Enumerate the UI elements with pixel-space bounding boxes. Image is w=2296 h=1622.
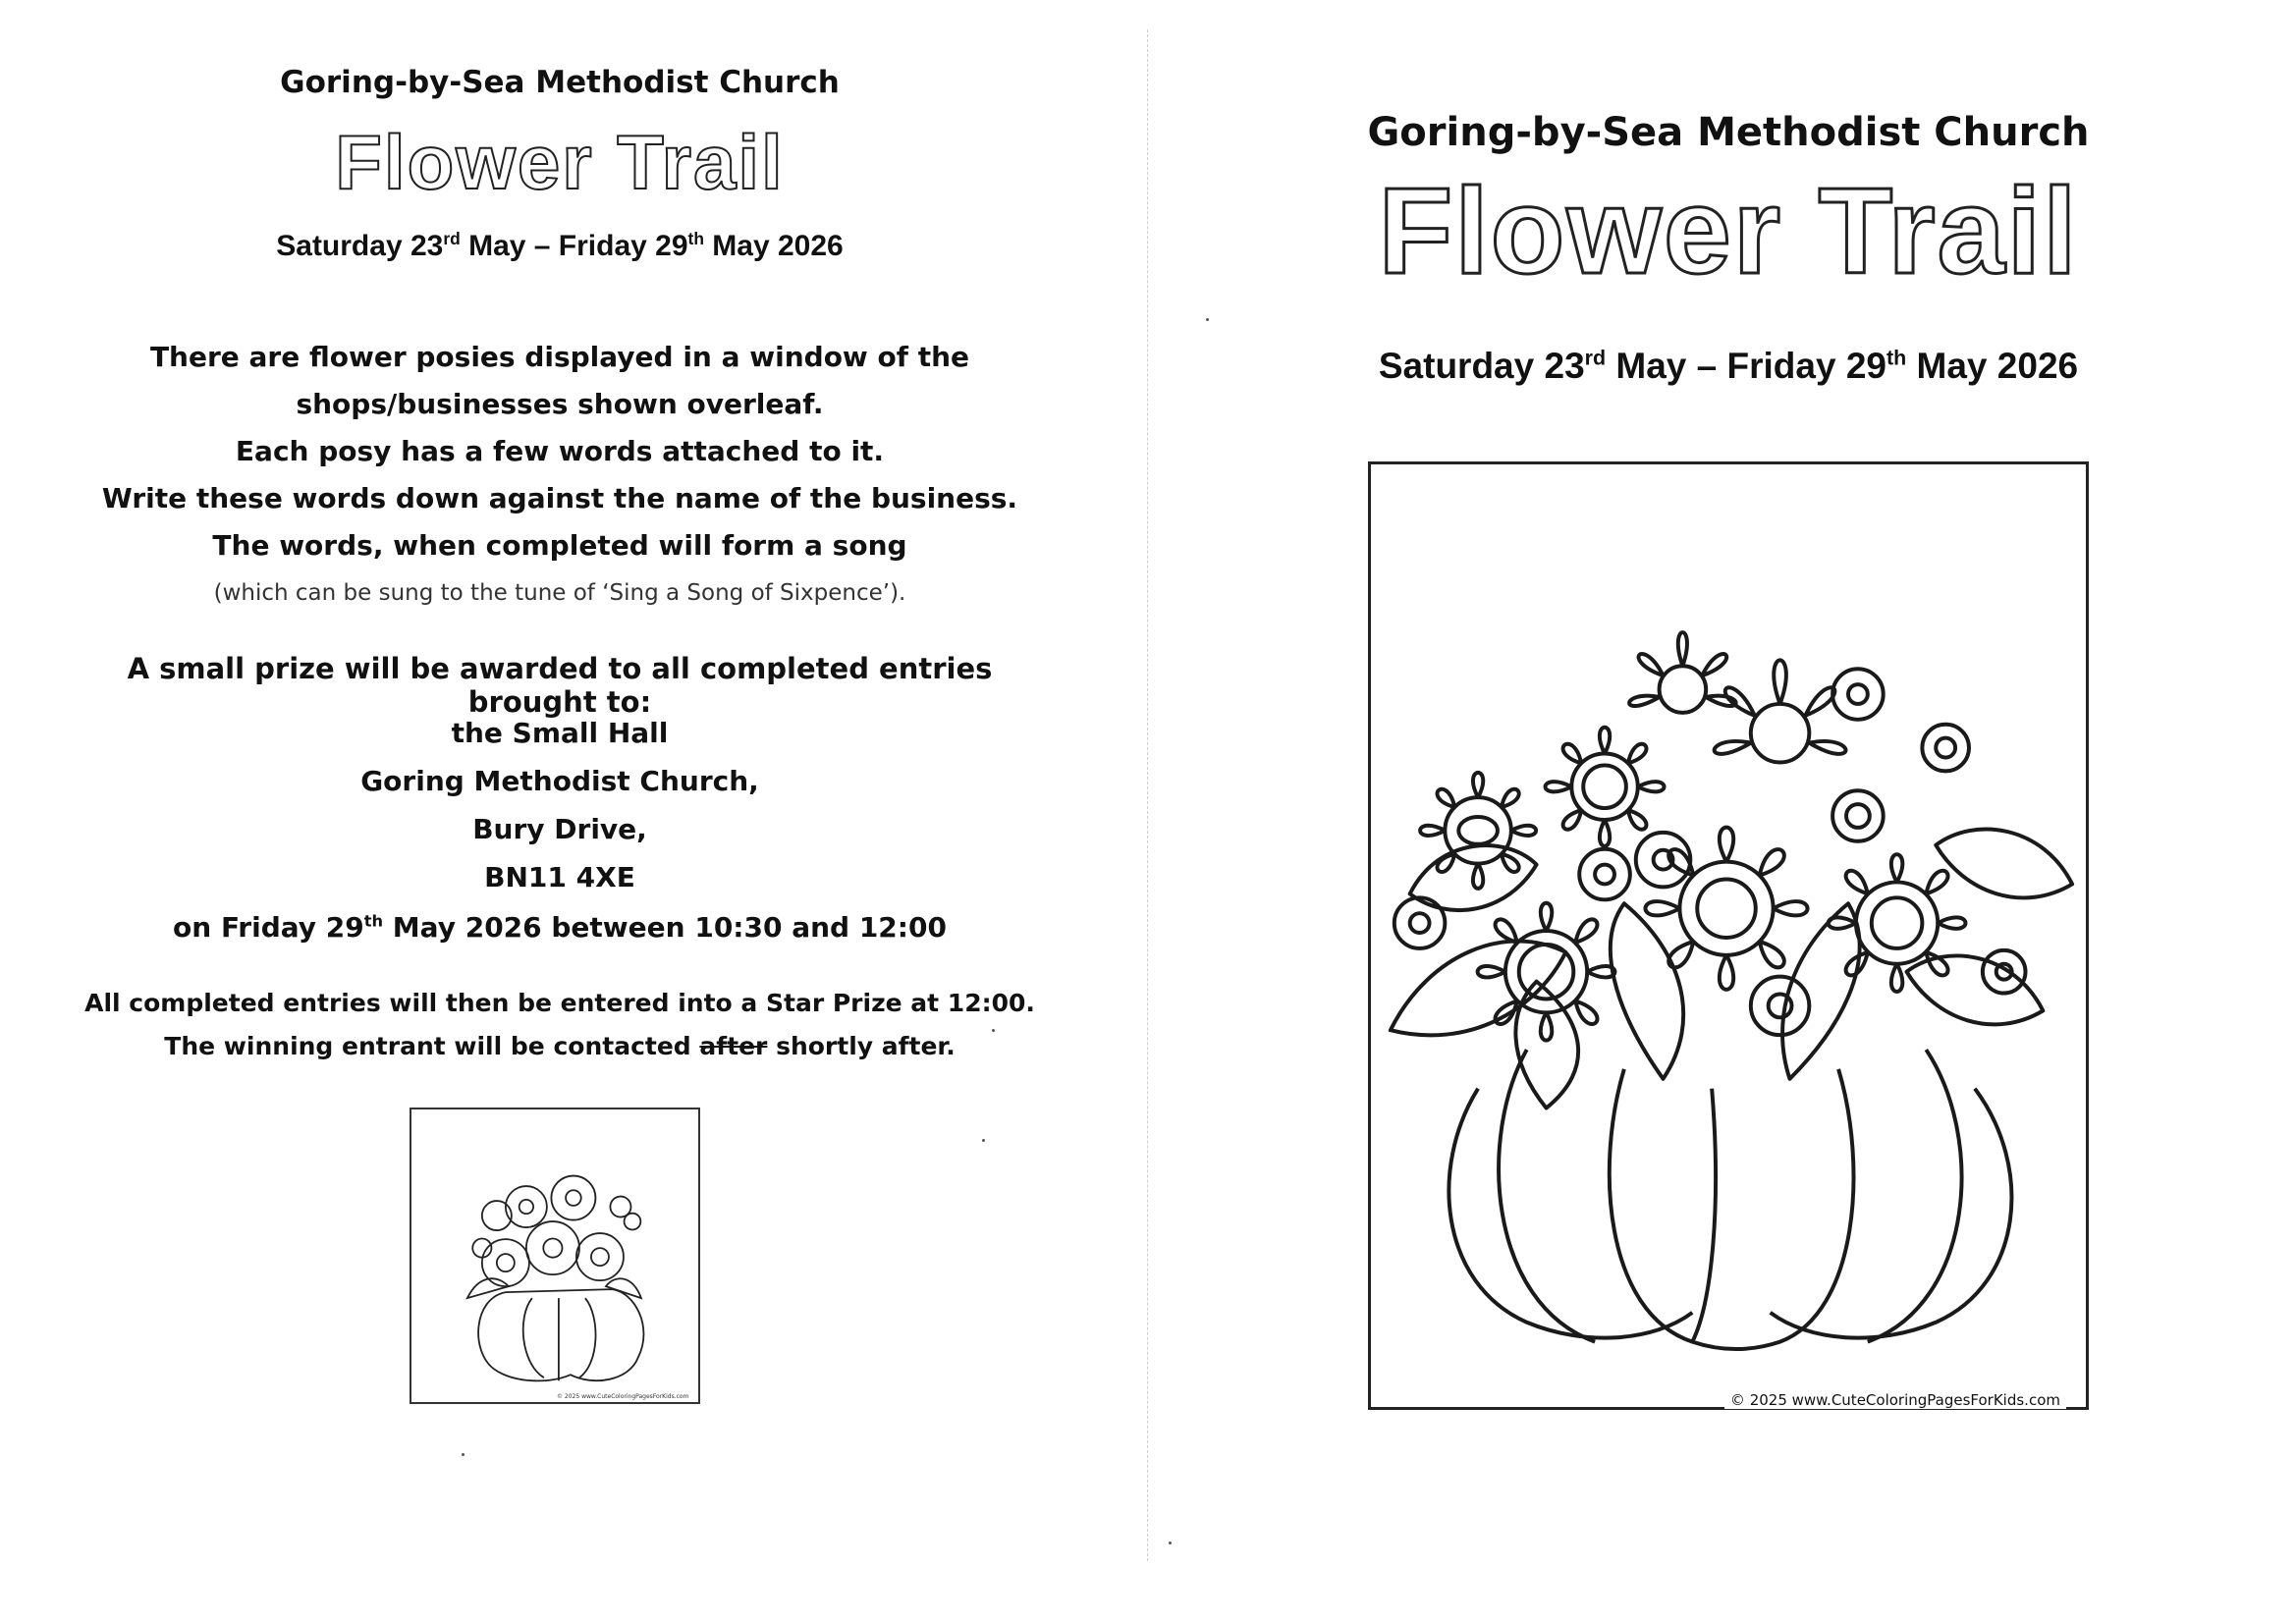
scan-speck <box>1206 318 1209 321</box>
instruction-line: Each posy has a few words attached to it. <box>235 435 885 467</box>
drop-off-time: on Friday 29th May 2026 between 10:30 and 12:00 <box>173 911 947 944</box>
scan-speck <box>992 1029 995 1032</box>
tune-note: (which can be sung to the tune of ‘Sing a Song of Sixpence’). <box>213 580 906 606</box>
church-name: Goring-by-Sea Methodist Church <box>280 65 840 100</box>
instruction-line: The words, when completed will form a song <box>212 529 907 562</box>
address-line: Goring Methodist Church, <box>360 765 759 797</box>
image-credit: © 2025 www.CuteColoringPagesForKids.com <box>1724 1391 2066 1409</box>
scan-speck <box>982 1139 985 1142</box>
flower-pumpkin-thumbnail-illustration <box>411 1109 698 1394</box>
instructions <box>59 334 1061 617</box>
event-dates: Saturday 23rd May – Friday 29th May 2026 <box>1378 346 2079 386</box>
left-page <box>59 0 1061 1622</box>
page-fold-line <box>1147 29 1148 1561</box>
instruction-line: shops/businesses shown overleaf. <box>296 388 824 420</box>
drop-off-address <box>59 709 1061 901</box>
scan-speck <box>462 1453 465 1456</box>
right-page-cover <box>1237 0 2219 1622</box>
event-dates: Saturday 23rd May – Friday 29th May 2026 <box>276 229 844 262</box>
thumbnail-credit: © 2025 www.CuteColoringPagesForKids.com <box>557 1393 689 1400</box>
scan-speck <box>1169 1541 1172 1544</box>
flower-trail-title: Flower Trail <box>1378 164 2079 299</box>
church-name: Goring-by-Sea Methodist Church <box>1367 110 2090 155</box>
thumbnail-coloring-image <box>410 1108 700 1404</box>
prize-line: A small prize will be awarded to all completed entries brought to: <box>127 652 993 719</box>
address-line: BN11 4XE <box>484 861 635 893</box>
flower-pumpkin-illustration <box>1371 464 2086 1407</box>
address-line: Bury Drive, <box>472 813 647 845</box>
instruction-line: Write these words down against the name of the business. <box>101 482 1018 514</box>
instruction-line: There are flower posies displayed in a window of the <box>149 341 970 373</box>
star-prize-line: All completed entries will then be entered into a Star Prize at 12:00. <box>84 989 1035 1017</box>
flower-trail-title: Flower Trail <box>335 119 785 205</box>
coloring-image-frame <box>1368 461 2089 1410</box>
star-prize-info <box>59 982 1061 1068</box>
winner-line: The winning entrant will be contacted after shortly after. <box>164 1032 956 1060</box>
address-line: the Small Hall <box>451 717 669 749</box>
